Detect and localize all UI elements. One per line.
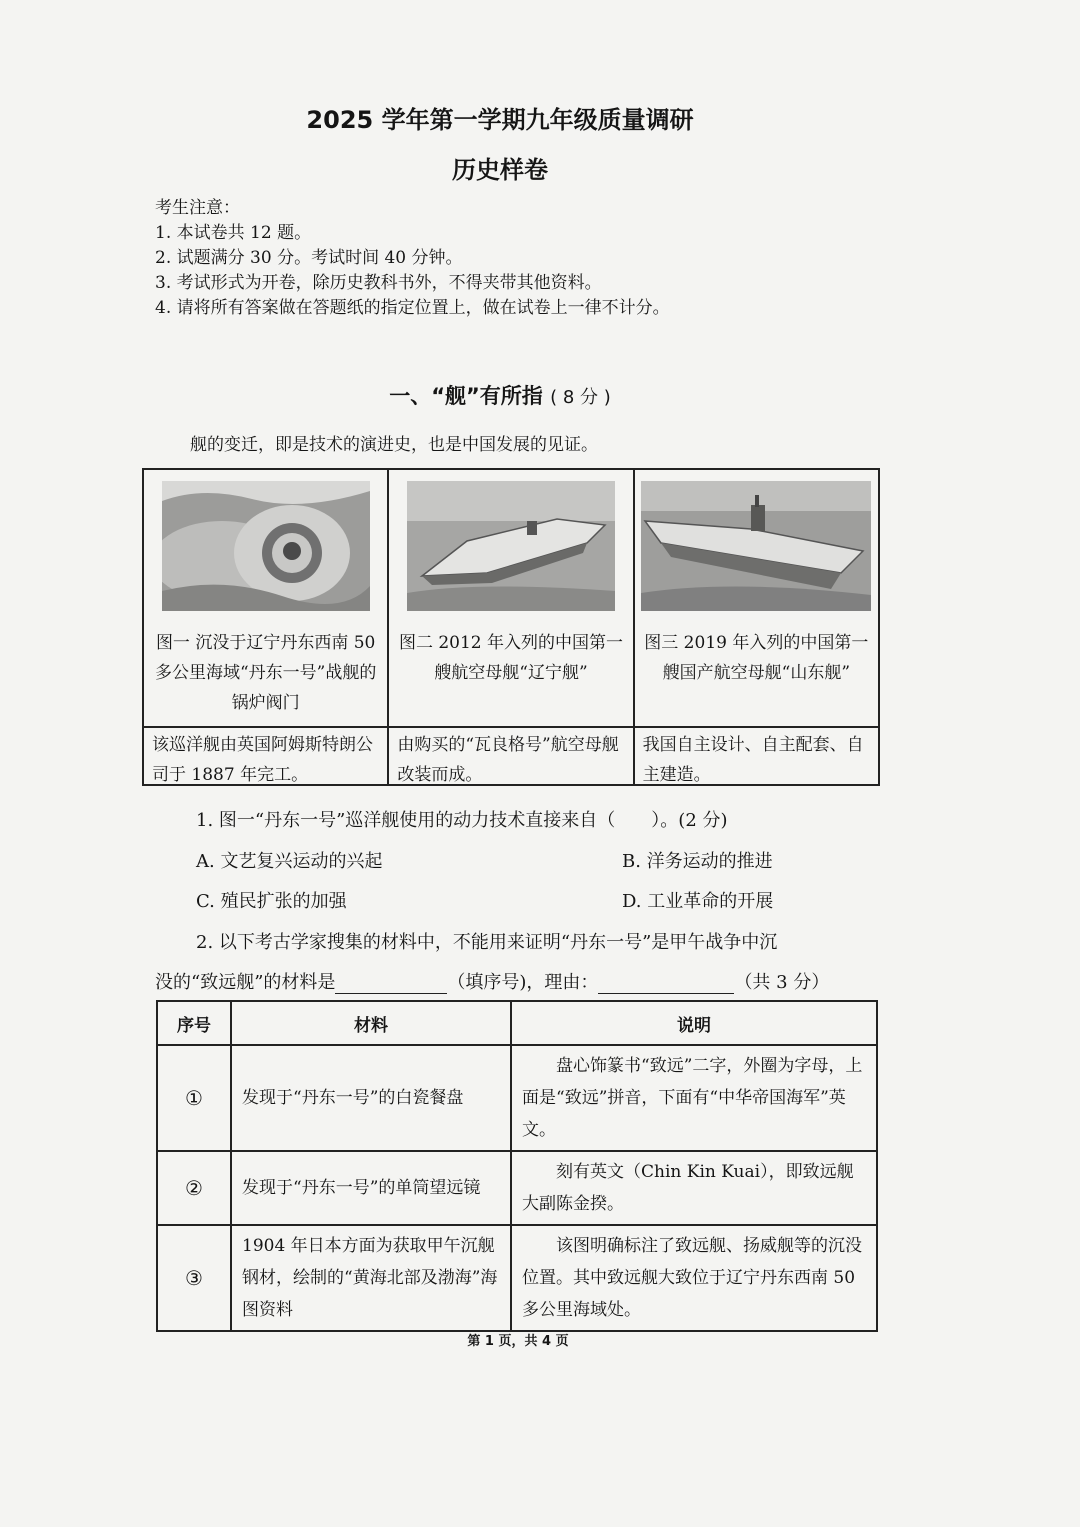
option-a: A. 文艺复兴运动的兴起 [196,851,383,872]
column-header: 材料 [231,1001,511,1045]
question-2-line-1: 2. 以下考古学家搜集的材料中，不能用来证明“丹东一号”是甲午战争中沉 [196,932,778,953]
row-material: 发现于“丹东一号”的白瓷餐盘 [231,1045,511,1151]
exam-subtitle: 历史样卷 [452,156,548,184]
row-material: 1904 年日本方面为获取甲午沉舰钢材，绘制的“黄海北部及渤海”海图资料 [231,1225,511,1331]
section-title [0,380,1000,410]
figure-table [142,468,880,786]
table-row [157,1225,877,1331]
notice-item: 1. 本试卷共 12 题。 [155,223,312,243]
option-b: B. 洋务运动的推进 [622,851,773,872]
table-row [157,1045,877,1151]
table-row [157,1151,877,1225]
row-description: 盘心饰篆书“致远”二字，外圈为字母，上面是“致远”拼音，下面有“中华帝国海军”英文。 [511,1045,877,1151]
exam-title: 2025 学年第一学期九年级质量调研 [306,106,694,134]
question-2-text-c: （共 3 分） [734,972,830,993]
figure-cell-1 [143,469,388,727]
section-score: ( 8 分 ) [550,387,611,408]
boiler-valve-photo [144,470,387,622]
page-number: 第 1 页，共 4 页 [467,1334,569,1349]
figure-note-cell [388,727,633,785]
option-c: C. 殖民扩张的加强 [196,891,347,912]
figure-caption: 图二 2012 年入列的中国第一艘航空母舰“辽宁舰” [398,633,624,683]
figure-note: 该巡洋舰由英国阿姆斯特朗公司于 1887 年完工。 [152,735,373,785]
figure-cell-2 [388,469,633,727]
material-table [156,1000,878,1332]
question-1-stem: 1. 图一“丹东一号”巡洋舰使用的动力技术直接来自（ ）。(2 分) [196,810,728,831]
row-number: ③ [157,1225,231,1331]
row-description: 该图明确标注了致远舰、扬威舰等的沉没位置。其中致远舰大致位于辽宁丹东西南 50 多公里海域处。 [511,1225,877,1331]
answer-blank-number[interactable] [335,975,447,994]
column-header: 说明 [511,1001,877,1045]
notice-item: 2. 试题满分 30 分。考试时间 40 分钟。 [155,248,463,268]
figure-note: 由购买的“瓦良格号”航空母舰改装而成。 [397,735,619,785]
option-d: D. 工业革命的开展 [622,891,774,912]
question-2-line-2 [155,968,829,994]
figure-note-cell [634,727,879,785]
figure-note-cell [143,727,388,785]
row-number: ① [157,1045,231,1151]
material-table-header [157,1001,877,1045]
aircraft-carrier-liaoning-photo [389,470,632,622]
question-2-text-a: 没的“致远舰”的材料是 [155,972,336,993]
notice-item: 4. 请将所有答案做在答题纸的指定位置上，做在试卷上一律不计分。 [155,298,670,318]
aircraft-carrier-shandong-photo [635,470,878,622]
figure-caption: 图一 沉没于辽宁丹东西南 50 多公里海域“丹东一号”战舰的锅炉阀门 [154,633,377,713]
notice-item: 3. 考试形式为开卷，除历史教科书外，不得夹带其他资料。 [155,273,602,293]
answer-blank-reason[interactable] [598,975,734,994]
question-2-text-b: （填序号)，理由： [447,972,599,993]
row-number: ② [157,1151,231,1225]
figure-cell-3 [634,469,879,727]
figure-caption: 图三 2019 年入列的中国第一艘国产航空母舰“山东舰” [644,633,869,683]
notice-heading: 考生注意： [155,198,240,218]
section-intro: 舰的变迁，即是技术的演进史，也是中国发展的见证。 [190,435,598,455]
row-material: 发现于“丹东一号”的单筒望远镜 [231,1151,511,1225]
row-description: 刻有英文（Chin Kin Kuai），即致远舰大副陈金揆。 [511,1151,877,1225]
section-title-text: 一、“舰”有所指 [389,384,543,408]
figure-note: 我国自主设计、自主配套、自主建造。 [642,735,864,785]
column-header: 序号 [157,1001,231,1045]
